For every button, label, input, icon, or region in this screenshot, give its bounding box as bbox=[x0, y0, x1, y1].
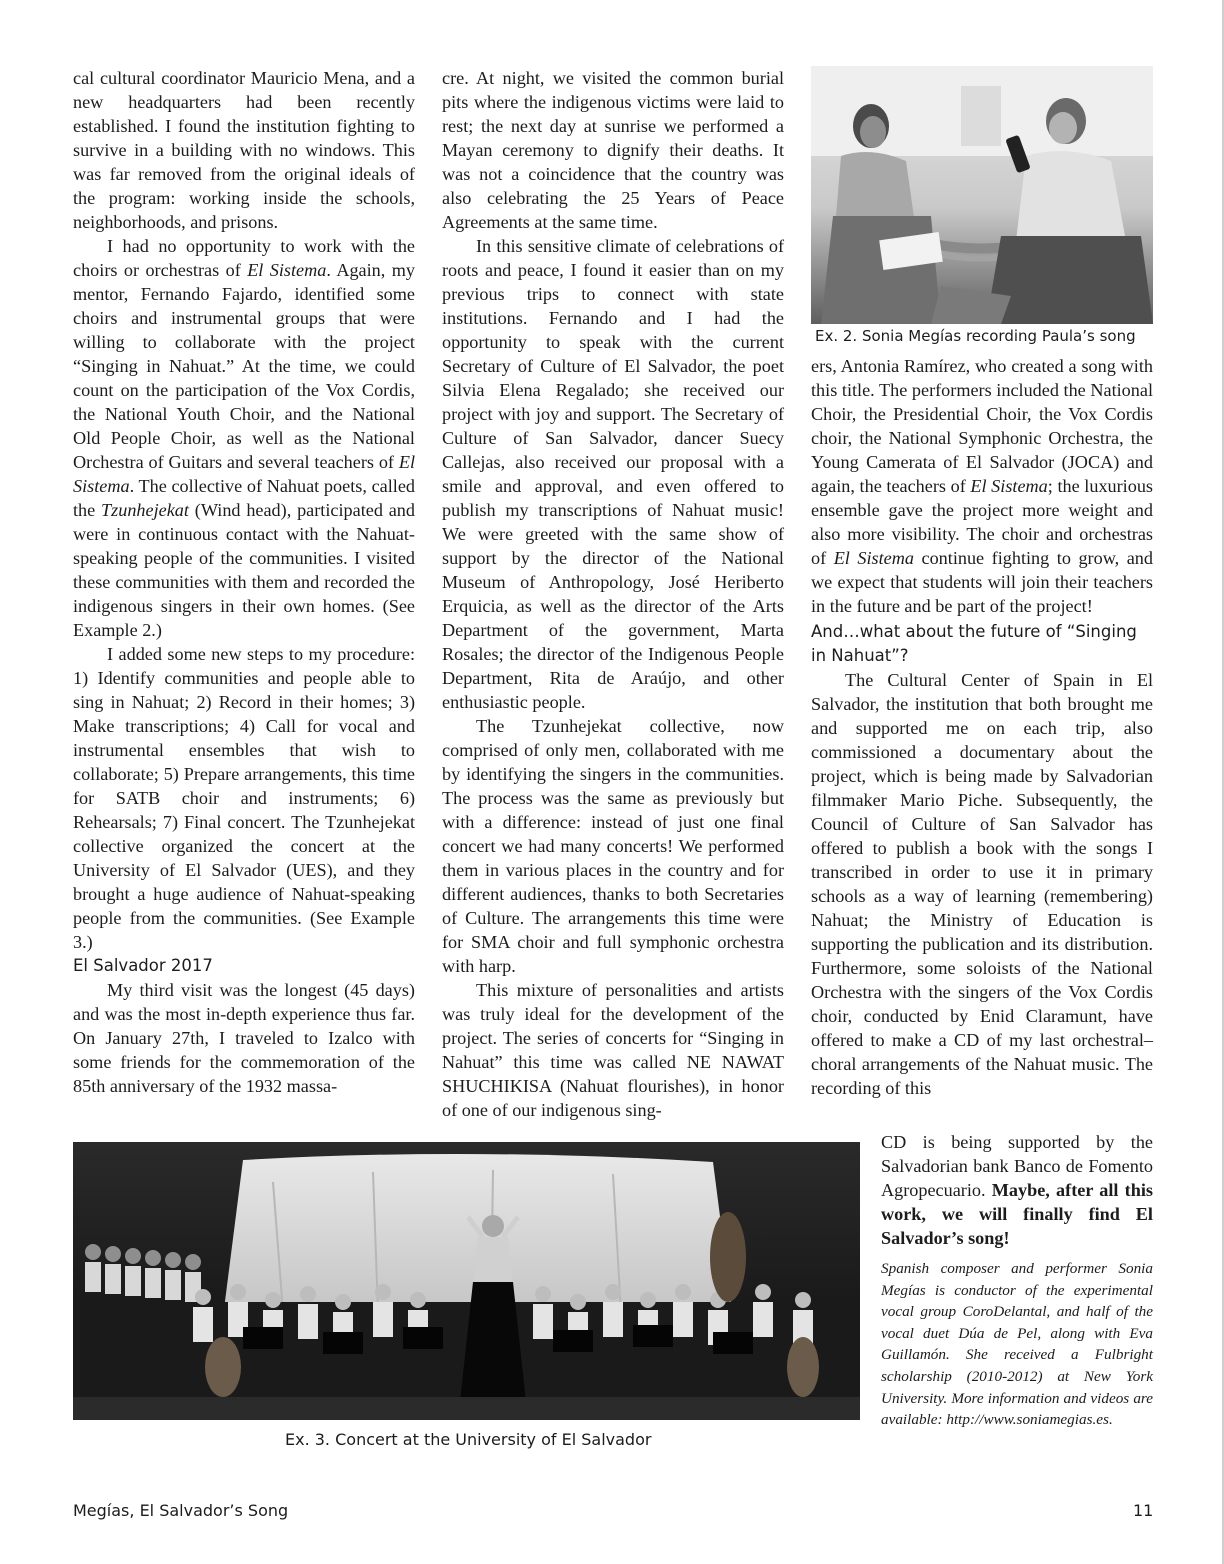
footer-running-title: Megías, El Salvador’s Song bbox=[73, 1501, 289, 1520]
author-bio: Spanish composer and performer Sonia Megías is conductor of the experimental vocal group CoroDelantal, and half of the vocal duet Dúa de Pel, along with Eva Guillamón. She received a Fulbright scholarship (2010-2012) at New York University. More information and videos are available: http://www.soniamegias.es. bbox=[881, 1260, 1153, 1429]
column-3-continuation bbox=[881, 1130, 1153, 1431]
paragraph: cal cultural coordinator Mauricio Mena, and a new headquarters had been recently established. I found the institution fighting to survive in a building with no windows. This was far removed from the original ideals of the program: working inside the schools, neighborhoods, and prisons. bbox=[73, 68, 415, 232]
photo-caption-ex3: Ex. 3. Concert at the University of El Salvador bbox=[285, 1430, 652, 1449]
paragraph bbox=[73, 234, 415, 642]
photo-recording-session-image bbox=[811, 66, 1153, 324]
page-number: 11 bbox=[1133, 1501, 1154, 1520]
text-run: . The collective of Nahuat poets, called the bbox=[73, 476, 415, 520]
photo-caption-ex2: Ex. 2. Sonia Megías recording Paula’s song bbox=[815, 327, 1136, 345]
paragraph: This mixture of personalities and artists was truly ideal for the development of the project. The series of concerts for “Singing in Nahuat” this time was called NE NAWAT SHUCHIKISA (Nahuat flourishes), in honor of one of our indigenous sing- bbox=[442, 980, 784, 1120]
closing-statement: Maybe, after all this work, we will finally find El Salvador’s song! bbox=[881, 1180, 1153, 1248]
italic-term: El Sistema bbox=[73, 452, 415, 496]
paragraph bbox=[811, 354, 1153, 618]
text-run: CD is being supported by the Salvadorian bank Banco de Fomento Agropecuario. bbox=[881, 1132, 1153, 1200]
text-run: continue fighting to grow, and we expect that students will join their teachers in the future and be part of the project! bbox=[811, 548, 1153, 616]
text-run: . Again, my mentor, Fernando Fajardo, identified some choirs and instrumental groups that were willing to collaborate with the project “Singing in Nahuat.” At the time, we could count on the participation of the Vox Cordis, the National Youth Choir, and the National Old People Choir, as well as the National Orchestra of Guitars and several teachers of bbox=[73, 260, 415, 472]
paragraph: The Tzunhejekat collective, now comprised of only men, collaborated with me by identifying the singers in the communities. The process was the same as previously but with a difference: instead of just one final concert we had many concerts! We performed them in various places in the country and for different audiences, thanks to both Secretaries of Culture. The arrangements this time were for SMA choir and full symphonic orchestra with harp. bbox=[442, 716, 784, 976]
paragraph: I added some new steps to my procedure: 1) Identify communities and people able to sing in Nahuat; 2) Record in their homes; 3) Make transcriptions; 4) Call for vocal and instrumental ensembles that wish to collaborate; 5) Prepare arrangements, this time for SATB choir and instruments; 6) Rehearsals; 7) Final concert. The Tzunhejekat collective organized the concert at the University of El Salvador (UES), and they brought a huge audience of Nahuat-speaking people from the communities. (See Example 3.) bbox=[73, 644, 415, 952]
column-3 bbox=[811, 354, 1153, 1100]
italic-term: Tzunhejekat bbox=[101, 500, 189, 520]
paragraph: My third visit was the longest (45 days) and was the most in-depth experience thus far. On January 27th, I traveled to Izalco with some friends for the commemoration of the 85th anniversary of the 1932 massa- bbox=[73, 980, 415, 1096]
section-heading: And…what about the future of “Singing in Nahuat”? bbox=[811, 622, 1137, 665]
paragraph bbox=[881, 1130, 1153, 1250]
paragraph: cre. At night, we visited the common burial pits where the indigenous victims were laid to rest; the next day at sunrise we performed a Mayan ceremony to dignify their deaths. It was not a coincidence that the country was also celebrating the 25 Years of Peace Agreements at the same time. bbox=[442, 68, 784, 232]
section-heading: El Salvador 2017 bbox=[73, 956, 213, 975]
text-run: (Wind head), participated and were in continuous contact with the Nahuat-speaking people of the communities. I visited these communities with them and recorded the indigenous singers in their own homes. (See Example 2.) bbox=[73, 500, 415, 640]
text-run: ers, Antonia Ramírez, who created a song with this title. The performers included the National Choir, the Presidential Choir, the Vox Cordis choir, the National Symphonic Orchestra, the Young Camerata of El Salvador (JOCA) and again, the teachers of bbox=[811, 356, 1153, 496]
text-run: ; the luxurious ensemble gave the project more weight and also more visibility. The choir and orchestras of bbox=[811, 476, 1154, 568]
italic-term: El Sistema bbox=[833, 548, 914, 568]
italic-term: El Sistema bbox=[247, 260, 327, 280]
text-run: I had no opportunity to work with the choirs or orchestras of bbox=[73, 236, 415, 280]
paragraph: In this sensitive climate of celebrations of roots and peace, I found it easier than on my previous trips to connect with state institutions. Fernando and I had the opportunity to speak with the current Secretary of Culture of El Salvador, the poet Silvia Elena Regalado; she received our project with joy and support. The Secretary of Culture of San Salvador, dancer Suecy Callejas, also received our proposal with a smile and approval, and even offered to publish my transcriptions of Nahuat music! We were greeted with the same show of support by the director of the National Museum of Anthropology, José Heriberto Erquicia, as well as the director of the Arts Department of the government, Marta Rosales; the director of the Indigenous People Department, Rita de Araújo, and other enthusiastic people. bbox=[442, 236, 784, 712]
paragraph: The Cultural Center of Spain in El Salvador, the institution that both brought me and supported me on each trip, also commissioned a documentary about the project, which is being made by Salvadorian filmmaker Mario Piche. Subsequently, the Council of Culture of San Salvador has offered to publish a book with the songs I transcribed in order to use it in primary schools as a way of learning (remembering) Nahuat; the Ministry of Education is supporting the publication and its distribution. Furthermore, some soloists of the National Orchestra with the singers of the Vox Cordis choir, conducted by Enid Claramunt, have offered to make a CD of my last orchestral–choral arrangements of the Nahuat music. The recording of this bbox=[811, 670, 1153, 1098]
photo-recording-session bbox=[811, 66, 1153, 324]
italic-term: El Sistema bbox=[970, 476, 1048, 496]
photo-concert-image bbox=[73, 1142, 860, 1420]
column-1 bbox=[73, 66, 415, 1098]
photo-concert bbox=[73, 1142, 860, 1420]
column-2 bbox=[442, 66, 784, 1122]
